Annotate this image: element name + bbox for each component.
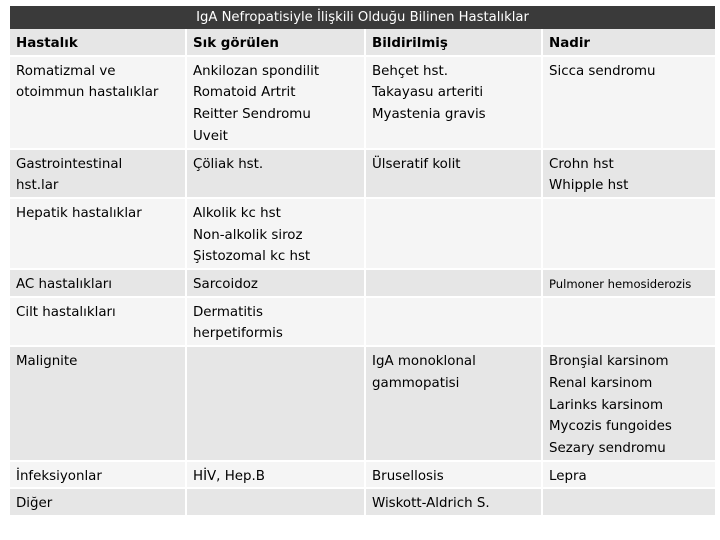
cell-line: Myastenia gravis <box>372 107 486 123</box>
cell-line: Mycozis fungoides <box>549 419 672 435</box>
cell-line: Malignite <box>16 354 78 370</box>
cell-line: Gastrointestinal <box>16 156 123 172</box>
table-header-row <box>10 29 715 55</box>
cell-line: Sicca sendromu <box>549 63 656 79</box>
cell-rare <box>541 197 715 268</box>
cell-rare <box>541 55 715 148</box>
cell-line: Dermatitis <box>193 304 263 320</box>
table-body <box>10 29 715 515</box>
cell-rare <box>541 296 715 345</box>
cell-line: AC hastalıkları <box>16 277 113 293</box>
cell-line: Takayasu arteriti <box>372 85 484 101</box>
table-row <box>10 148 715 197</box>
cell-rare <box>541 148 715 197</box>
cell-line: Non-alkolik siroz <box>193 227 303 243</box>
cell-disease <box>10 460 185 488</box>
cell-line: Romatizmal ve <box>16 63 116 79</box>
disease-table <box>10 29 715 515</box>
cell-line: Diğer <box>16 496 53 512</box>
cell-line: Whipple hst <box>549 178 629 194</box>
table-row <box>10 197 715 268</box>
cell-reported <box>364 460 541 488</box>
cell-reported <box>364 296 541 345</box>
cell-rare <box>541 345 715 460</box>
table-row <box>10 55 715 148</box>
cell-line: Wiskott-Aldrich S. <box>372 496 490 512</box>
cell-line: Alkolik kc hst <box>193 205 281 221</box>
cell-common <box>185 487 364 515</box>
cell-common <box>185 197 364 268</box>
cell-line: Reitter Sendromu <box>193 107 311 123</box>
cell-line: Pulmoner hemosiderozis <box>549 277 692 292</box>
cell-common <box>185 55 364 148</box>
slide-content <box>10 6 715 515</box>
cell-reported <box>364 487 541 515</box>
cell-line: HİV, Hep.B <box>193 468 265 484</box>
cell-line: IgA monoklonal <box>372 354 476 370</box>
table-title: IgA Nefropatisiyle İlişkili Olduğu Bilinen Hastalıklar <box>10 6 715 29</box>
cell-reported <box>364 148 541 197</box>
cell-line: Renal karsinom <box>549 375 653 391</box>
cell-line: Romatoid Artrit <box>193 85 296 101</box>
cell-line: Sarcoidoz <box>193 277 258 293</box>
table-row <box>10 296 715 345</box>
cell-line: Uveit <box>193 128 228 144</box>
cell-line: Larinks karsinom <box>549 397 664 413</box>
cell-line: herpetiformis <box>193 326 283 342</box>
header-hastalik: Hastalık <box>10 29 185 55</box>
cell-line: gammopatisi <box>372 375 460 391</box>
cell-common <box>185 148 364 197</box>
cell-disease <box>10 268 185 296</box>
cell-line: Lepra <box>549 468 587 484</box>
cell-rare <box>541 460 715 488</box>
cell-line: Sezary sendromu <box>549 440 666 456</box>
cell-line: Crohn hst <box>549 156 614 172</box>
cell-rare <box>541 268 715 296</box>
cell-reported <box>364 268 541 296</box>
cell-reported <box>364 55 541 148</box>
cell-disease <box>10 345 185 460</box>
cell-line: Brusellosis <box>372 468 444 484</box>
cell-line: Hepatik hastalıklar <box>16 205 142 221</box>
cell-disease <box>10 296 185 345</box>
cell-line: Çöliak hst. <box>193 156 264 172</box>
cell-reported <box>364 197 541 268</box>
table-row <box>10 268 715 296</box>
cell-rare <box>541 487 715 515</box>
cell-common <box>185 296 364 345</box>
cell-disease <box>10 487 185 515</box>
cell-line: hst.lar <box>16 178 59 194</box>
cell-line: Bronşial karsinom <box>549 354 669 370</box>
cell-disease <box>10 55 185 148</box>
table-row <box>10 345 715 460</box>
cell-line: otoimmun hastalıklar <box>16 85 159 101</box>
header-sik-gorulen: Sık görülen <box>185 29 364 55</box>
header-bildirilmis: Bildirilmiş <box>364 29 541 55</box>
header-nadir: Nadir <box>541 29 715 55</box>
cell-disease <box>10 197 185 268</box>
cell-common <box>185 460 364 488</box>
cell-line: Cilt hastalıkları <box>16 304 116 320</box>
cell-line: Ülseratif kolit <box>372 156 461 172</box>
cell-line: Ankilozan spondilit <box>193 63 320 79</box>
cell-line: İnfeksiyonlar <box>16 468 102 484</box>
cell-line: Şistozomal kc hst <box>193 249 311 265</box>
cell-common <box>185 345 364 460</box>
table-row <box>10 460 715 488</box>
cell-disease <box>10 148 185 197</box>
cell-common <box>185 268 364 296</box>
cell-reported <box>364 345 541 460</box>
table-row <box>10 487 715 515</box>
cell-line: Behçet hst. <box>372 63 448 79</box>
